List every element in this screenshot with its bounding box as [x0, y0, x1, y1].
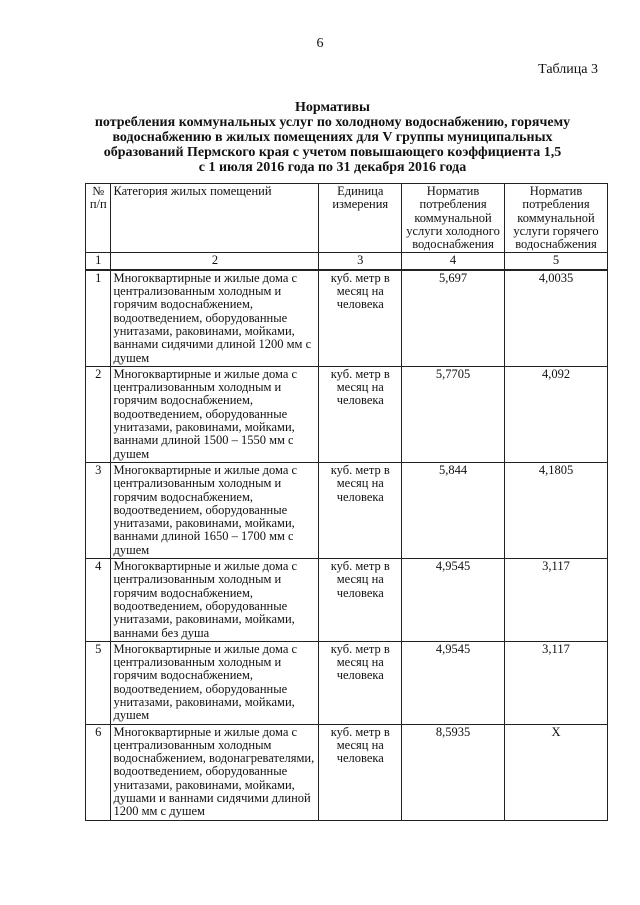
heading-title: Нормативы: [295, 100, 370, 115]
row-number: 2: [86, 366, 111, 462]
row-number: 4: [86, 559, 111, 642]
row-hot-norm: 4,092: [505, 366, 608, 462]
table-row: [86, 724, 608, 820]
table-row: [86, 559, 608, 642]
row-cold-norm: 4,9545: [402, 641, 505, 724]
table-label: Таблица 3: [538, 62, 598, 77]
row-unit: куб. метр в месяц на человека: [319, 641, 402, 724]
row-unit: куб. метр в месяц на человека: [319, 366, 402, 462]
row-number: 1: [86, 270, 111, 367]
header-unit: Единица измерения: [319, 184, 402, 253]
column-number-row: [86, 253, 608, 270]
heading-subtitle-line: водоснабжению в жилых помещениях для V группы муниципальных: [112, 130, 553, 145]
row-unit: куб. метр в месяц на человека: [319, 559, 402, 642]
row-category: Многоквартирные и жилые дома с централизованным холодным и горячим водоснабжением, водоотведением, оборудованные унитазами, раковинами, мойками, ваннами длиной 1650 – 1700 мм с душем: [111, 462, 319, 558]
heading-subtitle-line: с 1 июля 2016 года по 31 декабря 2016 года: [198, 160, 467, 175]
row-category: Многоквартирные и жилые дома с централизованным холодным и горячим водоснабжением, водоотведением, оборудованные унитазами, раковинами, мойками, ваннами длиной 1500 – 1550 мм с душем: [111, 366, 319, 462]
row-hot-norm: X: [505, 724, 608, 820]
row-unit: куб. метр в месяц на человека: [319, 270, 402, 367]
table-row: [86, 462, 608, 558]
row-hot-norm: 3,117: [505, 641, 608, 724]
row-category: Многоквартирные и жилые дома с централизованным холодным и горячим водоснабжением, водоотведением, оборудованные унитазами, раковинами, мойками, ваннами сидячими длиной 1200 мм с душем: [111, 270, 319, 367]
row-category: Многоквартирные и жилые дома с централизованным холодным и горячим водоснабжением, водоотведением, оборудованные унитазами, раковинами, мойками, ваннами без душа: [111, 559, 319, 642]
row-hot-norm: 4,1805: [505, 462, 608, 558]
heading-subtitle-line: потребления коммунальных услуг по холодному водоснабжению, горячему: [94, 115, 571, 130]
row-hot-norm: 3,117: [505, 559, 608, 642]
row-category: Многоквартирные и жилые дома с централизованным холодным водоснабжением, водонагревателями, водоотведением, оборудованные унитазами, раковинами, мойками, душами и ваннами сидячими длиной 1200 мм с душем: [111, 724, 319, 820]
table-row: [86, 366, 608, 462]
header-hot-water: Норматив потребления коммунальной услуги горячего водоснабжения: [505, 184, 608, 253]
row-cold-norm: 5,697: [402, 270, 505, 367]
header-category: Категория жилых помещений: [111, 184, 319, 253]
row-category: Многоквартирные и жилые дома с централизованным холодным и горячим водоснабжением, водоотведением, оборудованные унитазами, раковинами, мойками, душем: [111, 641, 319, 724]
row-cold-norm: 4,9545: [402, 559, 505, 642]
row-cold-norm: 5,7705: [402, 366, 505, 462]
column-number: 5: [505, 253, 608, 270]
row-number: 3: [86, 462, 111, 558]
row-number: 5: [86, 641, 111, 724]
column-number: 2: [111, 253, 319, 270]
row-number: 6: [86, 724, 111, 820]
table-row: [86, 641, 608, 724]
column-number: 1: [86, 253, 111, 270]
page-number: 6: [316, 36, 324, 51]
column-number: 4: [402, 253, 505, 270]
row-cold-norm: 5,844: [402, 462, 505, 558]
header-num: № п/п: [86, 184, 111, 253]
document-heading: [60, 100, 605, 175]
row-unit: куб. метр в месяц на человека: [319, 462, 402, 558]
column-number: 3: [319, 253, 402, 270]
table-header-row: [86, 184, 608, 253]
row-hot-norm: 4,0035: [505, 270, 608, 367]
heading-subtitle-line: образований Пермского края с учетом повышающего коэффициента 1,5: [103, 145, 562, 160]
table-row: [86, 270, 608, 367]
row-cold-norm: 8,5935: [402, 724, 505, 820]
header-cold-water: Норматив потребления коммунальной услуги холодного водоснабжения: [402, 184, 505, 253]
norms-table: [85, 183, 608, 821]
row-unit: куб. метр в месяц на человека: [319, 724, 402, 820]
